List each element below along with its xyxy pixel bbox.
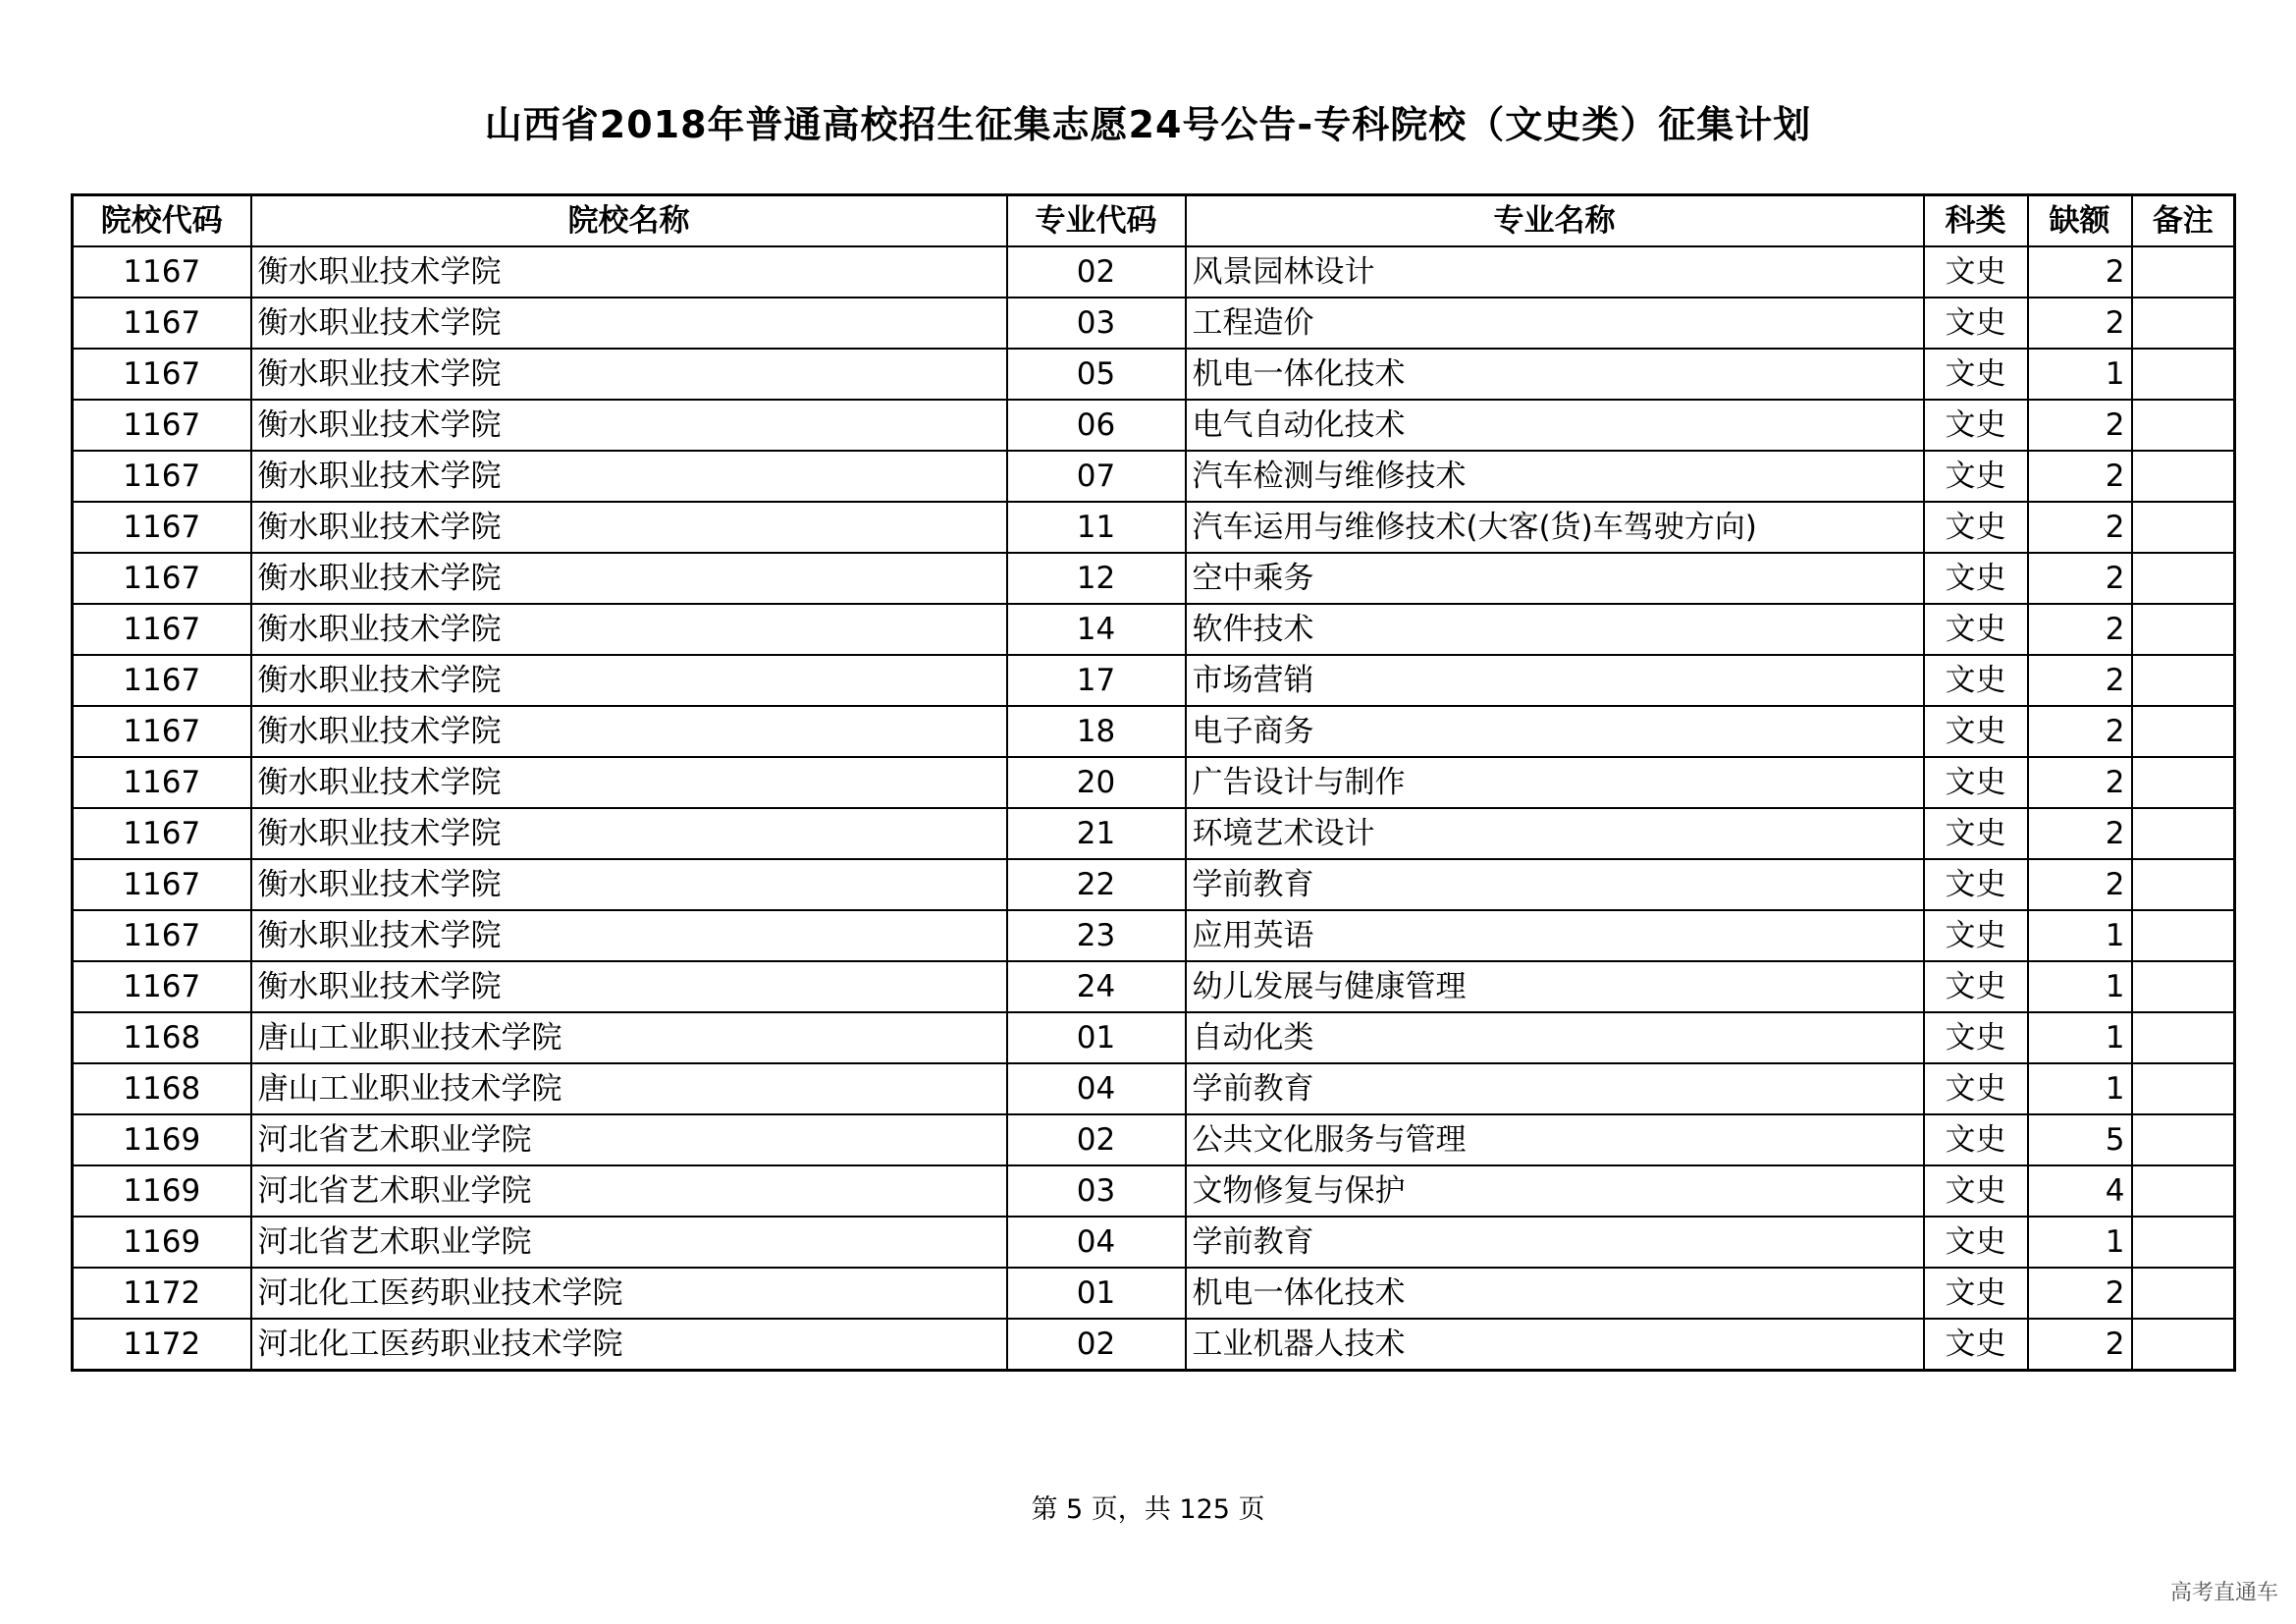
cell-school-name: 河北省艺术职业学院 xyxy=(251,1165,1007,1217)
cell-major-name: 机电一体化技术 xyxy=(1186,1268,1924,1319)
cell-major-name: 学前教育 xyxy=(1186,1063,1924,1114)
cell-quota: 2 xyxy=(2028,1319,2132,1371)
cell-category: 文史 xyxy=(1924,604,2028,655)
cell-note xyxy=(2132,1114,2235,1165)
table-row xyxy=(73,1114,2235,1165)
table-row xyxy=(73,1319,2235,1371)
cell-quota: 1 xyxy=(2028,349,2132,400)
cell-major-code: 23 xyxy=(1007,910,1186,961)
cell-quota: 2 xyxy=(2028,451,2132,502)
cell-note xyxy=(2132,1319,2235,1371)
cell-note xyxy=(2132,859,2235,910)
cell-school-name: 衡水职业技术学院 xyxy=(251,349,1007,400)
cell-major-code: 24 xyxy=(1007,961,1186,1012)
table-row xyxy=(73,910,2235,961)
cell-school-name: 衡水职业技术学院 xyxy=(251,808,1007,859)
cell-school-name: 衡水职业技术学院 xyxy=(251,400,1007,451)
cell-category: 文史 xyxy=(1924,859,2028,910)
table-row xyxy=(73,859,2235,910)
cell-note xyxy=(2132,808,2235,859)
cell-category: 文史 xyxy=(1924,910,2028,961)
cell-category: 文史 xyxy=(1924,502,2028,553)
cell-school-name: 衡水职业技术学院 xyxy=(251,910,1007,961)
cell-major-name: 学前教育 xyxy=(1186,859,1924,910)
header-major-name: 专业名称 xyxy=(1186,195,1924,247)
header-quota: 缺额 xyxy=(2028,195,2132,247)
cell-school-name: 衡水职业技术学院 xyxy=(251,246,1007,298)
table-row xyxy=(73,1012,2235,1063)
cell-school-name: 衡水职业技术学院 xyxy=(251,757,1007,808)
table-row xyxy=(73,502,2235,553)
cell-school-code: 1167 xyxy=(73,808,251,859)
cell-quota: 2 xyxy=(2028,706,2132,757)
cell-category: 文史 xyxy=(1924,451,2028,502)
page-number: 第 5 页，共 125 页 xyxy=(1031,1494,1265,1525)
table-row xyxy=(73,298,2235,349)
cell-major-name: 空中乘务 xyxy=(1186,553,1924,604)
cell-major-code: 02 xyxy=(1007,1114,1186,1165)
cell-school-name: 河北化工医药职业技术学院 xyxy=(251,1319,1007,1371)
cell-major-code: 12 xyxy=(1007,553,1186,604)
cell-school-name: 衡水职业技术学院 xyxy=(251,706,1007,757)
cell-school-code: 1172 xyxy=(73,1319,251,1371)
header-note: 备注 xyxy=(2132,195,2235,247)
cell-school-code: 1167 xyxy=(73,757,251,808)
cell-school-name: 衡水职业技术学院 xyxy=(251,604,1007,655)
cell-school-code: 1167 xyxy=(73,859,251,910)
cell-school-code: 1167 xyxy=(73,553,251,604)
cell-note xyxy=(2132,1268,2235,1319)
header-school-code: 院校代码 xyxy=(73,195,251,247)
cell-major-name: 文物修复与保护 xyxy=(1186,1165,1924,1217)
table-row xyxy=(73,1268,2235,1319)
cell-school-name: 唐山工业职业技术学院 xyxy=(251,1012,1007,1063)
cell-school-code: 1169 xyxy=(73,1114,251,1165)
cell-school-name: 河北省艺术职业学院 xyxy=(251,1114,1007,1165)
cell-major-name: 工业机器人技术 xyxy=(1186,1319,1924,1371)
table-body xyxy=(73,246,2235,1371)
cell-school-name: 衡水职业技术学院 xyxy=(251,859,1007,910)
cell-quota: 1 xyxy=(2028,1217,2132,1268)
cell-major-name: 广告设计与制作 xyxy=(1186,757,1924,808)
cell-category: 文史 xyxy=(1924,655,2028,706)
cell-major-code: 03 xyxy=(1007,298,1186,349)
cell-quota: 1 xyxy=(2028,1012,2132,1063)
cell-major-name: 应用英语 xyxy=(1186,910,1924,961)
cell-quota: 2 xyxy=(2028,604,2132,655)
table-row xyxy=(73,706,2235,757)
cell-note xyxy=(2132,757,2235,808)
cell-school-code: 1167 xyxy=(73,246,251,298)
cell-major-name: 汽车检测与维修技术 xyxy=(1186,451,1924,502)
cell-major-code: 11 xyxy=(1007,502,1186,553)
cell-major-name: 电气自动化技术 xyxy=(1186,400,1924,451)
cell-quota: 2 xyxy=(2028,298,2132,349)
cell-school-code: 1169 xyxy=(73,1165,251,1217)
table-row xyxy=(73,961,2235,1012)
cell-major-code: 14 xyxy=(1007,604,1186,655)
cell-note xyxy=(2132,1165,2235,1217)
cell-major-name: 学前教育 xyxy=(1186,1217,1924,1268)
cell-note xyxy=(2132,349,2235,400)
table-row xyxy=(73,451,2235,502)
cell-school-code: 1167 xyxy=(73,502,251,553)
cell-major-code: 01 xyxy=(1007,1268,1186,1319)
cell-quota: 1 xyxy=(2028,1063,2132,1114)
cell-school-name: 衡水职业技术学院 xyxy=(251,655,1007,706)
cell-note xyxy=(2132,604,2235,655)
cell-note xyxy=(2132,1063,2235,1114)
cell-school-code: 1167 xyxy=(73,349,251,400)
cell-major-name: 机电一体化技术 xyxy=(1186,349,1924,400)
cell-school-code: 1167 xyxy=(73,655,251,706)
cell-school-name: 河北化工医药职业技术学院 xyxy=(251,1268,1007,1319)
table-row xyxy=(73,808,2235,859)
cell-school-code: 1167 xyxy=(73,910,251,961)
cell-major-code: 06 xyxy=(1007,400,1186,451)
table-row xyxy=(73,400,2235,451)
enrollment-plan-table xyxy=(71,193,2236,1372)
cell-category: 文史 xyxy=(1924,1012,2028,1063)
page-title: 山西省2018年普通高校招生征集志愿24号公告-专科院校（文史类）征集计划 xyxy=(484,103,1812,146)
cell-school-code: 1169 xyxy=(73,1217,251,1268)
cell-category: 文史 xyxy=(1924,1114,2028,1165)
cell-major-code: 04 xyxy=(1007,1063,1186,1114)
cell-school-code: 1167 xyxy=(73,400,251,451)
cell-category: 文史 xyxy=(1924,400,2028,451)
cell-category: 文史 xyxy=(1924,757,2028,808)
cell-school-code: 1167 xyxy=(73,706,251,757)
cell-category: 文史 xyxy=(1924,349,2028,400)
table-row xyxy=(73,655,2235,706)
cell-major-code: 22 xyxy=(1007,859,1186,910)
cell-quota: 2 xyxy=(2028,553,2132,604)
cell-note xyxy=(2132,502,2235,553)
cell-note xyxy=(2132,400,2235,451)
cell-note xyxy=(2132,1217,2235,1268)
cell-note xyxy=(2132,706,2235,757)
cell-major-code: 03 xyxy=(1007,1165,1186,1217)
cell-school-code: 1172 xyxy=(73,1268,251,1319)
table-row xyxy=(73,246,2235,298)
cell-school-name: 衡水职业技术学院 xyxy=(251,298,1007,349)
cell-quota: 2 xyxy=(2028,246,2132,298)
cell-note xyxy=(2132,910,2235,961)
cell-school-name: 衡水职业技术学院 xyxy=(251,451,1007,502)
cell-category: 文史 xyxy=(1924,1217,2028,1268)
header-school-name: 院校名称 xyxy=(251,195,1007,247)
cell-category: 文史 xyxy=(1924,246,2028,298)
cell-school-code: 1167 xyxy=(73,451,251,502)
cell-quota: 1 xyxy=(2028,910,2132,961)
cell-school-name: 唐山工业职业技术学院 xyxy=(251,1063,1007,1114)
cell-category: 文史 xyxy=(1924,808,2028,859)
cell-major-code: 05 xyxy=(1007,349,1186,400)
cell-category: 文史 xyxy=(1924,961,2028,1012)
cell-quota: 1 xyxy=(2028,961,2132,1012)
cell-major-name: 工程造价 xyxy=(1186,298,1924,349)
cell-major-code: 20 xyxy=(1007,757,1186,808)
cell-note xyxy=(2132,655,2235,706)
table-row xyxy=(73,349,2235,400)
cell-major-code: 17 xyxy=(1007,655,1186,706)
cell-major-name: 自动化类 xyxy=(1186,1012,1924,1063)
cell-major-name: 风景园林设计 xyxy=(1186,246,1924,298)
cell-quota: 2 xyxy=(2028,502,2132,553)
table-header-row xyxy=(73,195,2235,247)
cell-school-name: 衡水职业技术学院 xyxy=(251,502,1007,553)
cell-quota: 5 xyxy=(2028,1114,2132,1165)
cell-note xyxy=(2132,961,2235,1012)
table-row xyxy=(73,757,2235,808)
cell-major-name: 环境艺术设计 xyxy=(1186,808,1924,859)
header-category: 科类 xyxy=(1924,195,2028,247)
table-row xyxy=(73,1063,2235,1114)
cell-quota: 4 xyxy=(2028,1165,2132,1217)
cell-major-code: 02 xyxy=(1007,246,1186,298)
cell-major-code: 07 xyxy=(1007,451,1186,502)
cell-category: 文史 xyxy=(1924,1268,2028,1319)
cell-major-name: 市场营销 xyxy=(1186,655,1924,706)
table-row xyxy=(73,553,2235,604)
cell-quota: 2 xyxy=(2028,808,2132,859)
cell-quota: 2 xyxy=(2028,1268,2132,1319)
watermark-text: 高考直通车 xyxy=(2169,1581,2278,1605)
cell-school-code: 1167 xyxy=(73,604,251,655)
cell-major-name: 汽车运用与维修技术(大客(货)车驾驶方向) xyxy=(1186,502,1924,553)
cell-school-code: 1167 xyxy=(73,961,251,1012)
table-row xyxy=(73,604,2235,655)
cell-quota: 2 xyxy=(2028,757,2132,808)
cell-note xyxy=(2132,246,2235,298)
cell-category: 文史 xyxy=(1924,1319,2028,1371)
cell-school-name: 衡水职业技术学院 xyxy=(251,553,1007,604)
table-row xyxy=(73,1165,2235,1217)
cell-major-code: 18 xyxy=(1007,706,1186,757)
cell-school-code: 1168 xyxy=(73,1063,251,1114)
cell-category: 文史 xyxy=(1924,1165,2028,1217)
cell-category: 文史 xyxy=(1924,706,2028,757)
cell-major-name: 电子商务 xyxy=(1186,706,1924,757)
cell-quota: 2 xyxy=(2028,655,2132,706)
cell-note xyxy=(2132,451,2235,502)
cell-major-code: 01 xyxy=(1007,1012,1186,1063)
cell-major-name: 软件技术 xyxy=(1186,604,1924,655)
cell-category: 文史 xyxy=(1924,1063,2028,1114)
cell-school-code: 1167 xyxy=(73,298,251,349)
cell-school-name: 河北省艺术职业学院 xyxy=(251,1217,1007,1268)
cell-major-code: 21 xyxy=(1007,808,1186,859)
cell-quota: 2 xyxy=(2028,859,2132,910)
cell-major-name: 幼儿发展与健康管理 xyxy=(1186,961,1924,1012)
cell-quota: 2 xyxy=(2028,400,2132,451)
cell-category: 文史 xyxy=(1924,298,2028,349)
header-major-code: 专业代码 xyxy=(1007,195,1186,247)
cell-category: 文史 xyxy=(1924,553,2028,604)
table-row xyxy=(73,1217,2235,1268)
cell-school-code: 1168 xyxy=(73,1012,251,1063)
cell-note xyxy=(2132,298,2235,349)
cell-school-name: 衡水职业技术学院 xyxy=(251,961,1007,1012)
cell-major-code: 04 xyxy=(1007,1217,1186,1268)
cell-major-code: 02 xyxy=(1007,1319,1186,1371)
cell-major-name: 公共文化服务与管理 xyxy=(1186,1114,1924,1165)
cell-note xyxy=(2132,1012,2235,1063)
cell-note xyxy=(2132,553,2235,604)
